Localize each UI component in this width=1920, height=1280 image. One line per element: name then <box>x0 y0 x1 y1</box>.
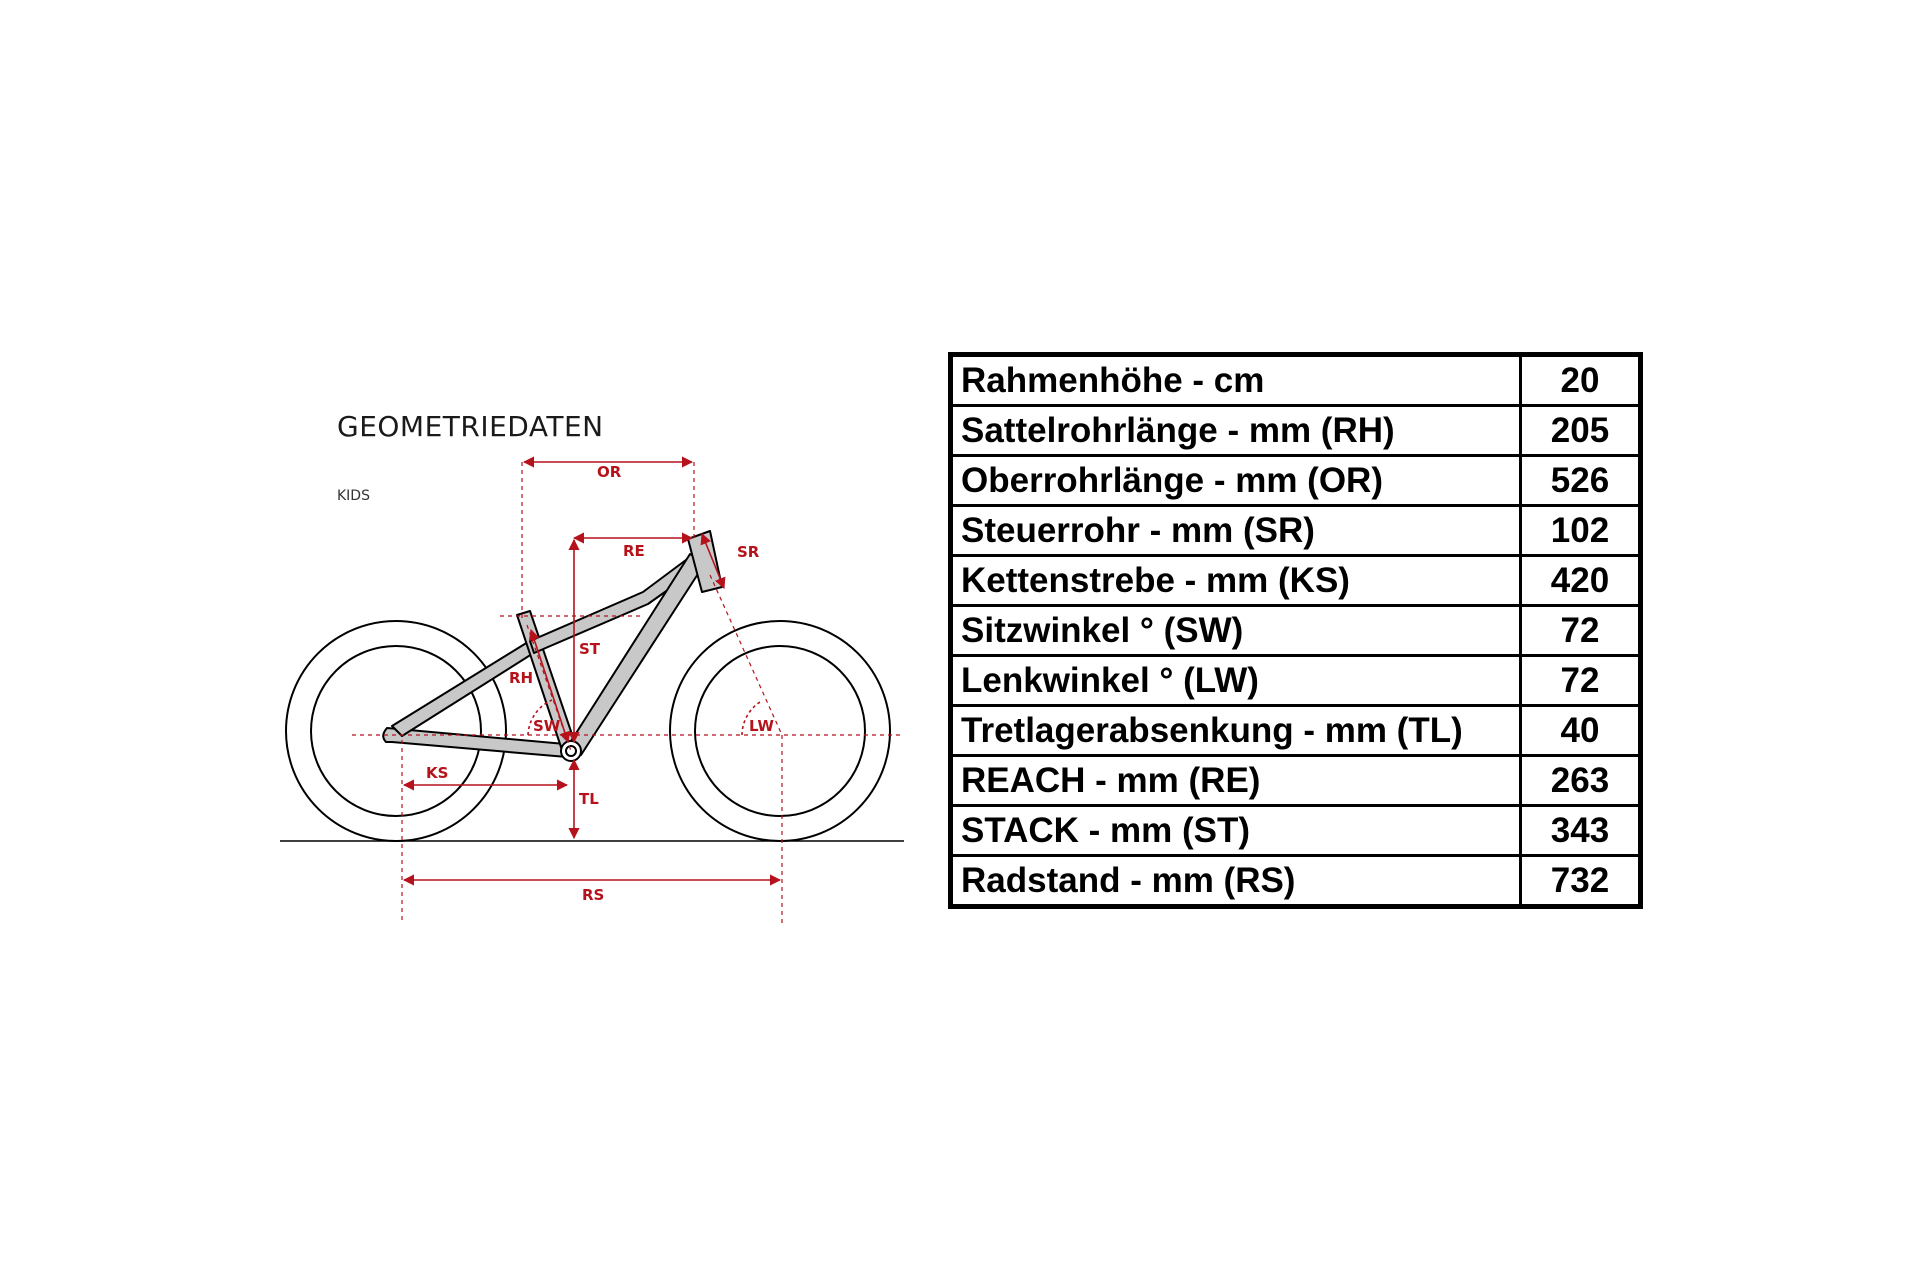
label-or: OR <box>597 463 622 481</box>
table-row <box>951 606 1641 656</box>
row-value: 20 <box>1521 355 1641 406</box>
table-row <box>951 506 1641 556</box>
row-label: Steuerrohr - mm (SR) <box>951 506 1521 556</box>
row-value: 343 <box>1521 806 1641 856</box>
row-label: Lenkwinkel ° (LW) <box>951 656 1521 706</box>
row-value: 72 <box>1521 656 1641 706</box>
row-value: 40 <box>1521 706 1641 756</box>
table-row <box>951 355 1641 406</box>
label-sr: SR <box>737 543 760 561</box>
guide-lines <box>352 462 900 924</box>
row-value: 732 <box>1521 856 1641 907</box>
dimension-arrows <box>404 462 780 880</box>
table-row <box>951 456 1641 506</box>
geometry-table <box>948 352 1643 909</box>
label-ks: KS <box>426 764 449 782</box>
row-value: 526 <box>1521 456 1641 506</box>
label-sw: SW <box>533 717 561 735</box>
label-lw: LW <box>749 717 774 735</box>
row-value: 263 <box>1521 756 1641 806</box>
table-row <box>951 556 1641 606</box>
geometry-table-body <box>951 355 1641 907</box>
table-row <box>951 656 1641 706</box>
diagram-title: GEOMETRIEDATEN <box>337 410 604 443</box>
table-row <box>951 856 1641 907</box>
table-row <box>951 756 1641 806</box>
row-label: Rahmenhöhe - cm <box>951 355 1521 406</box>
label-st: ST <box>579 640 601 658</box>
table-row <box>951 706 1641 756</box>
diagram-subtitle: KIDS <box>337 488 370 504</box>
label-re: RE <box>623 542 645 560</box>
row-label: Kettenstrebe - mm (KS) <box>951 556 1521 606</box>
row-value: 420 <box>1521 556 1641 606</box>
row-label: Tretlagerabsenkung - mm (TL) <box>951 706 1521 756</box>
row-label: STACK - mm (ST) <box>951 806 1521 856</box>
label-tl: TL <box>579 790 599 808</box>
row-value: 72 <box>1521 606 1641 656</box>
row-value: 205 <box>1521 406 1641 456</box>
label-rh: RH <box>509 669 534 687</box>
row-value: 102 <box>1521 506 1641 556</box>
row-label: Sattelrohrlänge - mm (RH) <box>951 406 1521 456</box>
table-row <box>951 406 1641 456</box>
row-label: Radstand - mm (RS) <box>951 856 1521 907</box>
row-label: Oberrohrlänge - mm (OR) <box>951 456 1521 506</box>
table-row <box>951 806 1641 856</box>
label-rs: RS <box>582 886 605 904</box>
row-label: REACH - mm (RE) <box>951 756 1521 806</box>
row-label: Sitzwinkel ° (SW) <box>951 606 1521 656</box>
